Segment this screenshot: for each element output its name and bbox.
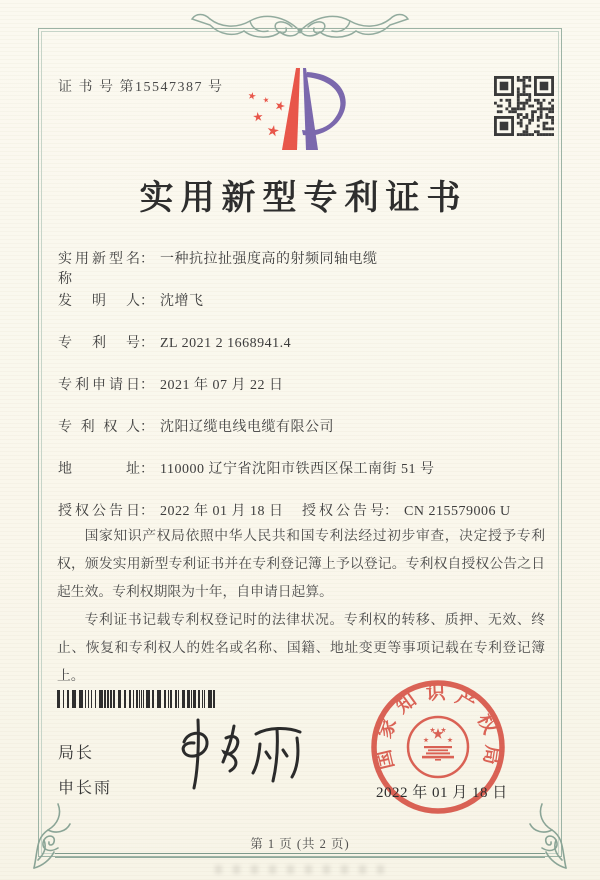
field-value: 2022 年 01 月 18 日 xyxy=(160,504,284,519)
field-row-address xyxy=(58,460,548,502)
director-block xyxy=(58,740,112,810)
field-label: 专利权人 xyxy=(58,420,140,435)
field-row-filing-date xyxy=(58,376,548,418)
legal-paragraph-2: 专利证书记载专利权登记时的法律状况。专利权的转移、质押、无效、终止、恢复和专利权人的姓名或名称、国籍、地址变更等事项记载在专利登记簿上。 xyxy=(57,612,545,683)
field-value: ZL 2021 2 1668941.4 xyxy=(160,336,292,351)
bottom-right-flourish-icon xyxy=(512,790,572,872)
field-label: 授权公告日 xyxy=(58,504,140,519)
director-title: 局长 xyxy=(58,745,95,762)
field-row-patent-number xyxy=(58,334,548,376)
legal-text xyxy=(57,522,545,690)
certificate-fields xyxy=(58,250,548,544)
field-pair-grant-number xyxy=(302,502,511,522)
seal-date: 2022 年 01 月 18 日 xyxy=(376,785,508,801)
national-emblem-icon xyxy=(408,717,468,777)
top-dragon-ornament-icon xyxy=(180,5,420,53)
certificate-title: 实用新型专利证书 xyxy=(139,180,468,217)
field-label: 专利申请日 xyxy=(58,378,140,393)
field-colon: ： xyxy=(140,420,154,435)
field-label: 地址 xyxy=(58,462,140,477)
field-colon: ： xyxy=(140,462,154,477)
director-name: 申长雨 xyxy=(58,780,113,797)
official-seal-icon xyxy=(357,666,519,828)
field-value: CN 215579006 U xyxy=(404,504,511,519)
field-value: 沈阳辽缆电线电缆有限公司 xyxy=(160,420,334,435)
field-value: 110000 辽宁省沈阳市铁西区保工南街 51 号 xyxy=(160,462,435,477)
field-value: 沈增飞 xyxy=(160,294,204,309)
field-value: 一种抗拉扯强度高的射频同轴电缆 xyxy=(160,252,378,267)
director-signature-icon xyxy=(160,712,320,802)
field-value: 2021 年 07 月 22 日 xyxy=(160,378,284,393)
bottom-rule-line xyxy=(55,853,545,858)
barcode-icon xyxy=(55,690,218,708)
field-colon: ： xyxy=(140,252,154,267)
field-colon: ： xyxy=(140,378,154,393)
legal-paragraph-1: 国家知识产权局依照中华人民共和国专利法经过初步审查，决定授予专利权，颁发实用新型专利证书并在专利登记簿上予以登记。专利权自授权公告之日起生效。专利权期限为十年，自申请日起算。 xyxy=(57,528,545,599)
certificate-number: 证 书 号 第15547387 号 xyxy=(58,80,224,95)
field-colon: ： xyxy=(384,504,398,519)
next-page-shadow xyxy=(215,865,390,874)
field-row-inventor xyxy=(58,292,548,334)
field-colon: ： xyxy=(140,294,154,309)
field-label: 实用新型名称 xyxy=(58,252,140,287)
cnipa-logo-icon xyxy=(225,60,375,165)
field-label: 发明人 xyxy=(58,294,140,309)
field-label: 专利号 xyxy=(58,336,140,351)
field-row-utility-model-name xyxy=(58,250,548,292)
field-row-patentee xyxy=(58,418,548,460)
page-number: 第 1 页 (共 2 页) xyxy=(250,837,350,851)
field-colon: ： xyxy=(140,336,154,351)
field-label: 授权公告号 xyxy=(302,504,384,519)
seal-text: 国家知识产权局 xyxy=(373,682,503,772)
qr-code-icon xyxy=(494,76,554,136)
field-colon: ： xyxy=(140,504,154,519)
